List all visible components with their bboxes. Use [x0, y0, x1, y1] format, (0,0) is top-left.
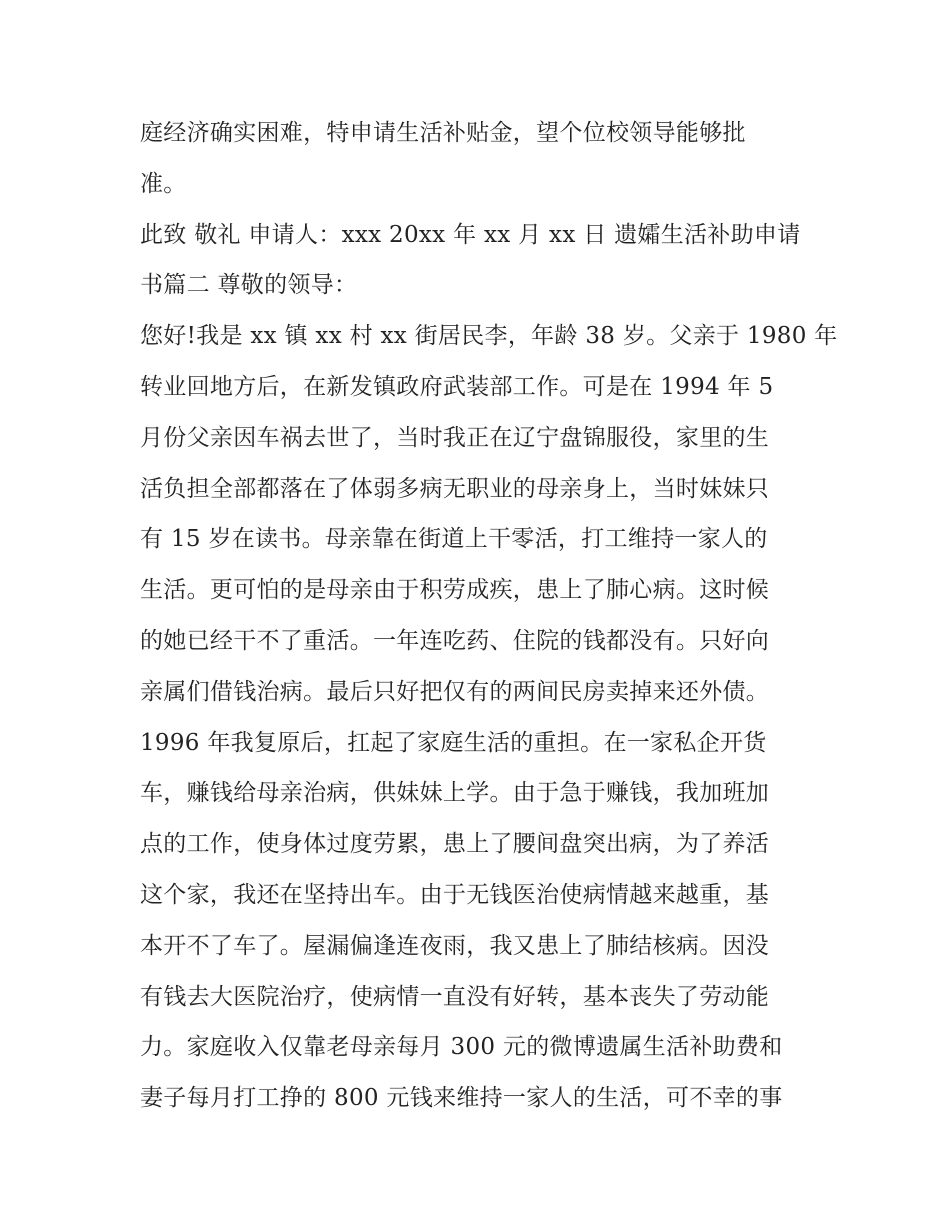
text-line: 您好!我是 xx 镇 xx 村 xx 街居民李，年龄 38 岁。父亲于 1980 年	[140, 323, 838, 350]
text-line: 力。家庭收入仅靠老母亲每月 300 元的微博遗属生活补助费和	[140, 1034, 783, 1061]
text-line: 的她已经干不了重活。一年连吃药、住院的钱都没有。只好向	[140, 627, 770, 654]
text-line: 此致 敬礼 申请人：xxx 20xx 年 xx 月 xx 日 遗孀生活补助申请	[140, 221, 801, 248]
text-line: 书篇二 尊敬的领导：	[140, 272, 358, 299]
text-line: 月份父亲因车祸去世了，当时我正在辽宁盘锦服役，家里的生	[140, 424, 770, 451]
text-line: 有钱去大医院治疗，使病情一直没有好转，基本丧失了劳动能	[140, 983, 770, 1010]
text-line: 庭经济确实困难，特申请生活补贴金，望个位校领导能够批	[140, 120, 746, 146]
text-line: 点的工作，使身体过度劳累，患上了腰间盘突出病，为了养活	[140, 831, 770, 858]
text-line: 车，赚钱给母亲治病，供妹妹上学。由于急于赚钱，我加班加	[140, 780, 770, 807]
text-line: 亲属们借钱治病。最后只好把仅有的两间民房卖掉来还外债。	[140, 678, 770, 705]
text-line: 转业回地方后，在新发镇政府武装部工作。可是在 1994 年 5	[140, 373, 774, 400]
text-line: 有 15 岁在读书。母亲靠在街道上干零活，打工维持一家人的	[140, 526, 768, 553]
text-line: 准。	[140, 170, 187, 197]
text-line: 1996 年我复原后，扛起了家庭生活的重担。在一家私企开货	[140, 729, 767, 756]
text-line: 本开不了车了。屋漏偏逢连夜雨，我又患上了肺结核病。因没	[140, 932, 770, 959]
document-body	[140, 108, 838, 1124]
text-line: 活负担全部都落在了体弱多病无职业的母亲身上，当时妹妹只	[140, 475, 770, 502]
text-line: 这个家，我还在坚持出车。由于无钱医治使病情越来越重，基	[140, 881, 770, 908]
text-line: 生活。更可怕的是母亲由于积劳成疾，患上了肺心病。这时候	[140, 577, 770, 604]
text-line: 妻子每月打工挣的 800 元钱来维持一家人的生活，可不幸的事	[140, 1085, 783, 1112]
